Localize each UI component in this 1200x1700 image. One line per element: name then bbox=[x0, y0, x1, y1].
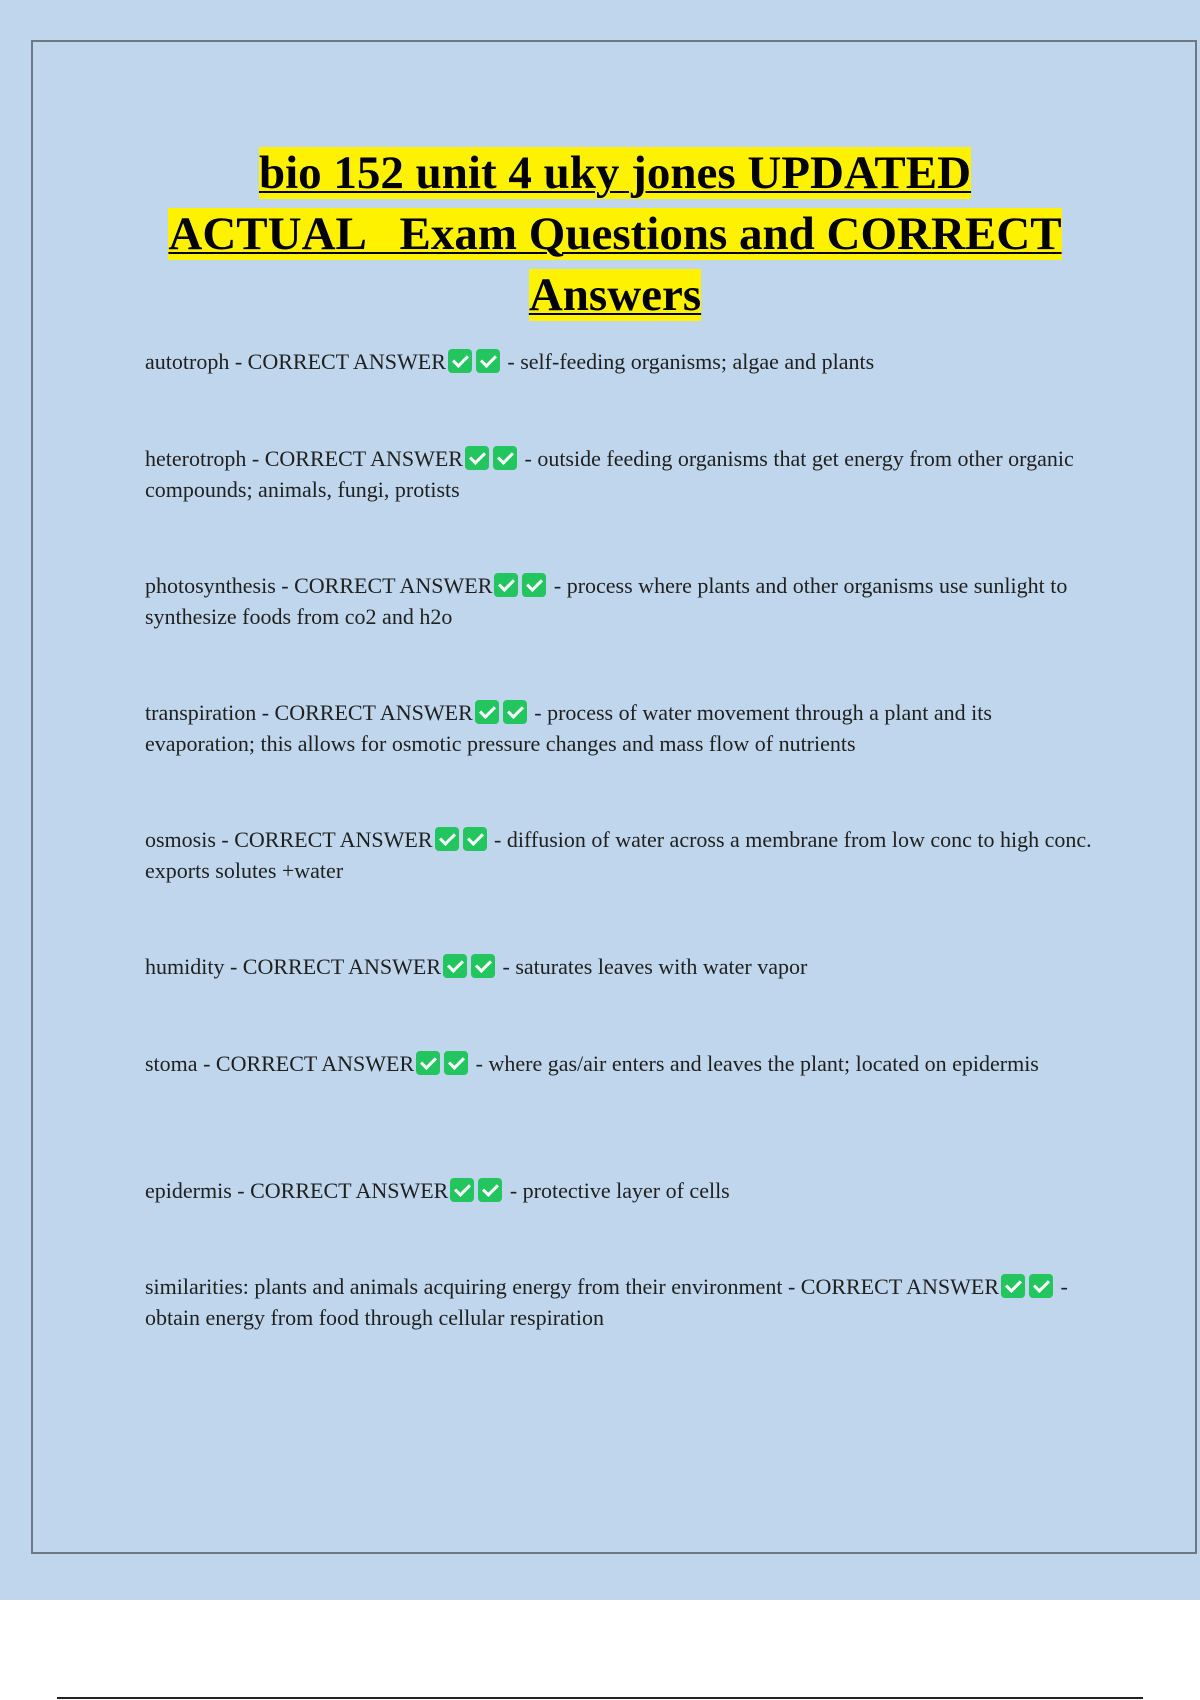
check-mark-icon bbox=[443, 954, 467, 978]
check-mark-icon bbox=[478, 1178, 502, 1202]
qa-item-humidity bbox=[145, 951, 1105, 982]
check-mark-icon bbox=[475, 700, 499, 724]
correct-answer-label: CORRECT ANSWER bbox=[294, 573, 493, 598]
qa-separator: - bbox=[229, 349, 248, 374]
qa-item-stoma bbox=[145, 1048, 1105, 1079]
qa-answer: diffusion of water across a membrane from low conc to high conc. exports solutes +water bbox=[145, 827, 1092, 883]
qa-term: autotroph bbox=[145, 349, 230, 374]
qa-term: humidity bbox=[145, 954, 225, 979]
correct-answer-label: CORRECT ANSWER bbox=[247, 349, 446, 374]
check-mark-icon bbox=[494, 573, 518, 597]
check-mark-icon bbox=[435, 827, 459, 851]
check-mark-icon bbox=[465, 446, 489, 470]
qa-separator: - bbox=[548, 573, 567, 598]
qa-term: osmosis bbox=[145, 827, 216, 852]
qa-separator: - bbox=[215, 827, 235, 852]
qa-separator: - bbox=[504, 1178, 523, 1203]
document-title bbox=[110, 143, 1120, 326]
qa-item-osmosis bbox=[145, 824, 1105, 886]
qa-answer: self-feeding organisms; algae and plants bbox=[520, 349, 875, 374]
correct-answer-label: CORRECT ANSWER bbox=[800, 1274, 1000, 1299]
check-mark-icon bbox=[416, 1051, 440, 1075]
qa-separator: - bbox=[470, 1051, 489, 1076]
qa-separator: - bbox=[246, 446, 265, 471]
qa-separator: - bbox=[497, 954, 516, 979]
qa-answer: saturates leaves with water vapor bbox=[515, 954, 808, 979]
correct-answer-label: CORRECT ANSWER bbox=[274, 700, 473, 725]
qa-item-heterotroph bbox=[145, 443, 1105, 505]
qa-separator: - bbox=[275, 573, 295, 598]
correct-answer-label: CORRECT ANSWER bbox=[234, 827, 433, 852]
qa-term: stoma bbox=[145, 1051, 198, 1076]
qa-term: photosynthesis bbox=[145, 573, 276, 598]
title-line-2: ACTUAL Exam Questions and CORRECT bbox=[168, 208, 1062, 260]
check-mark-icon bbox=[493, 446, 517, 470]
qa-item-epidermis bbox=[145, 1175, 1105, 1206]
qa-answer: obtain energy from food through cellular respiration bbox=[145, 1305, 605, 1330]
title-line-3: Answers bbox=[528, 269, 702, 321]
check-mark-icon bbox=[476, 349, 500, 373]
qa-separator: - bbox=[224, 954, 243, 979]
qa-separator: - bbox=[231, 1178, 251, 1203]
qa-item-transpiration bbox=[145, 697, 1105, 759]
qa-answer: process of water movement through a plant and its evaporation; this allows for osmotic pressure changes and mass flow of nutrients bbox=[145, 700, 992, 756]
correct-answer-label: CORRECT ANSWER bbox=[242, 954, 442, 979]
qa-item-photosynthesis bbox=[145, 570, 1105, 632]
qa-term: similarities: plants and animals acquiring energy from their environment bbox=[145, 1274, 783, 1299]
correct-answer-label: CORRECT ANSWER bbox=[264, 446, 463, 471]
check-mark-icon bbox=[450, 1178, 474, 1202]
qa-answer: protective layer of cells bbox=[522, 1178, 730, 1203]
qa-separator: - bbox=[501, 349, 521, 374]
title-line-1: bio 152 unit 4 uky jones UPDATED bbox=[258, 147, 972, 199]
qa-term: heterotroph bbox=[145, 446, 247, 471]
check-mark-icon bbox=[463, 827, 487, 851]
footer-divider bbox=[57, 1697, 1143, 1699]
qa-term: epidermis bbox=[145, 1178, 232, 1203]
qa-separator: - bbox=[518, 446, 538, 471]
qa-item-autotroph bbox=[145, 346, 1105, 377]
qa-separator: - bbox=[782, 1274, 801, 1299]
qa-separator: - bbox=[1055, 1274, 1068, 1299]
qa-answer: outside feeding organisms that get energy from other organic compounds; animals, fungi, protists bbox=[145, 446, 1074, 502]
check-mark-icon bbox=[522, 573, 546, 597]
correct-answer-label: CORRECT ANSWER bbox=[250, 1178, 449, 1203]
qa-term: transpiration bbox=[145, 700, 257, 725]
qa-separator: - bbox=[256, 700, 275, 725]
check-mark-icon bbox=[444, 1051, 468, 1075]
qa-separator: - bbox=[528, 700, 548, 725]
check-mark-icon bbox=[448, 349, 472, 373]
check-mark-icon bbox=[1029, 1274, 1053, 1298]
qa-separator: - bbox=[488, 827, 507, 852]
qa-answer: process where plants and other organisms use sunlight to synthesize foods from co2 and h2o bbox=[145, 573, 1068, 629]
correct-answer-label: CORRECT ANSWER bbox=[215, 1051, 415, 1076]
check-mark-icon bbox=[471, 954, 495, 978]
check-mark-icon bbox=[1001, 1274, 1025, 1298]
check-mark-icon bbox=[503, 700, 527, 724]
qa-answer: where gas/air enters and leaves the plant; located on epidermis bbox=[488, 1051, 1039, 1076]
qa-item-similarities bbox=[145, 1271, 1105, 1333]
qa-separator: - bbox=[197, 1051, 216, 1076]
